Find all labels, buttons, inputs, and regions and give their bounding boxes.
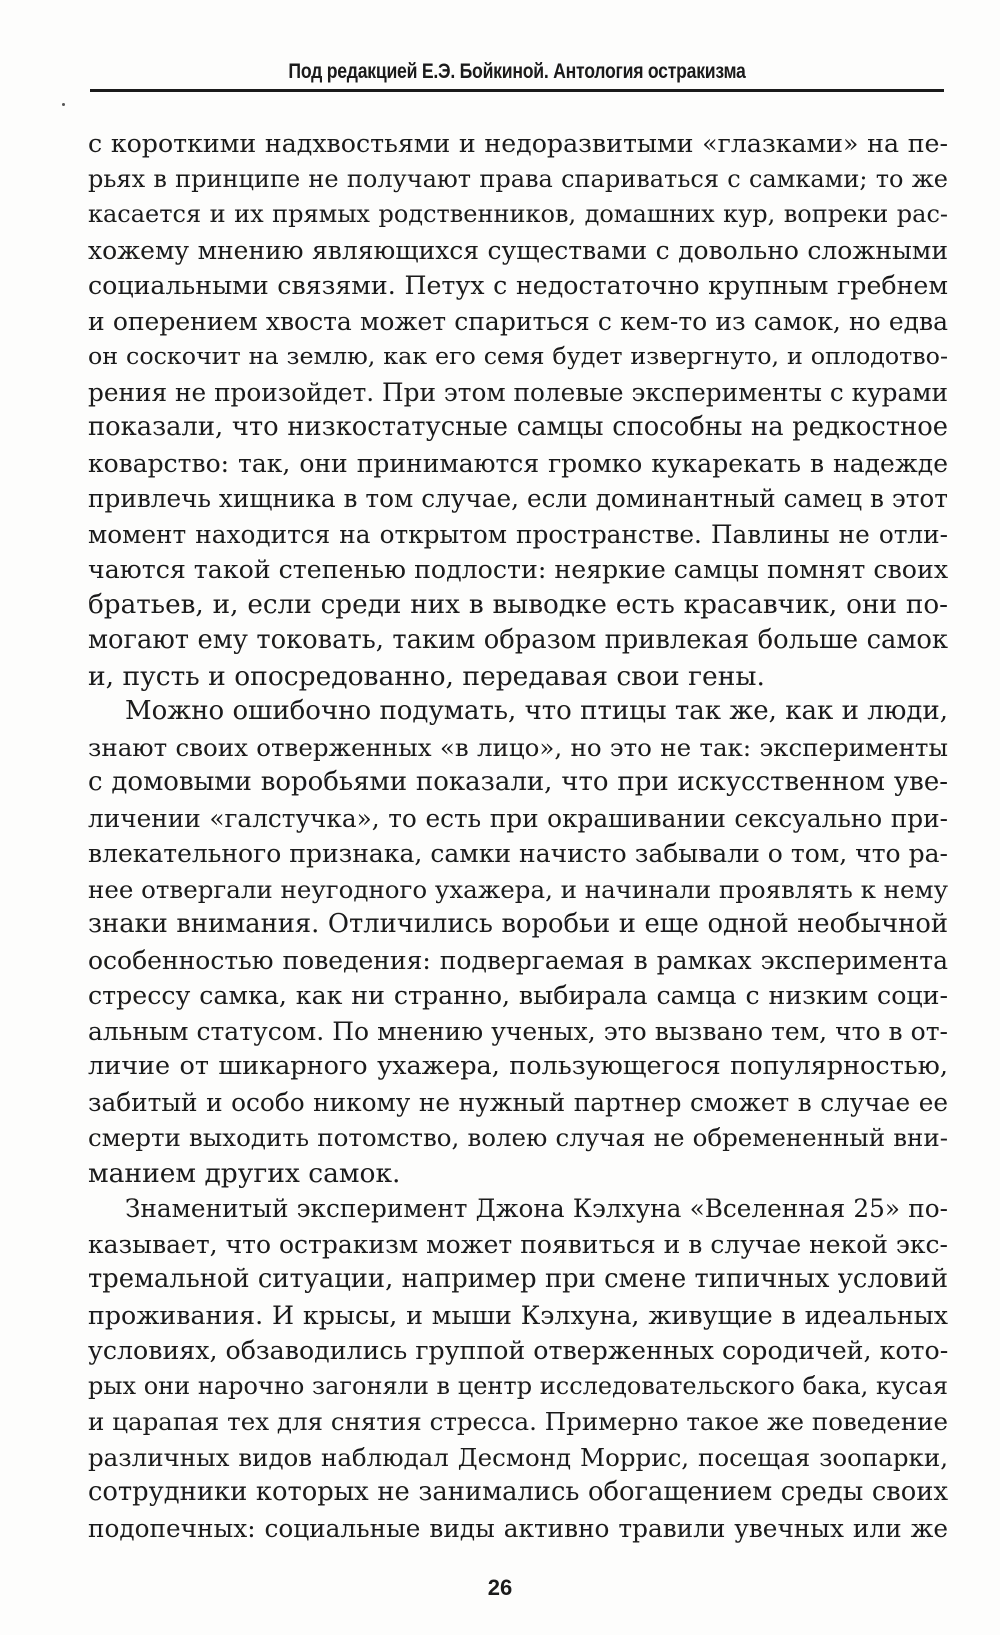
text-line: личении «галстучка», то есть при окрашивании сексуально при- (88, 803, 948, 833)
scan-speck (62, 103, 65, 106)
text-line: и царапая тех для снятия стресса. Примерно такое же поведение (88, 1407, 948, 1436)
paragraph (88, 126, 948, 694)
page-number: 26 (487, 1575, 513, 1600)
text-line: личие от шикарного ухажера, пользующегося популярностью, (88, 1051, 948, 1081)
text-line: проживания. И крысы, и мыши Кэлхуна, живущие в идеальных (88, 1300, 948, 1330)
text-line: условиях, обзаводились группой отверженных сородичей, кото- (88, 1336, 948, 1365)
text-line: забитый и особо никому не нужный партнер сможет в случае ее (88, 1087, 948, 1117)
text-line: сотрудники которых не занимались обогащением среды своих (88, 1477, 948, 1507)
text-line: привлечь хищника в том случае, если доминантный самец в этот (88, 484, 948, 513)
text-line: влекательного признака, самки начисто забывали о том, что ра- (88, 839, 948, 868)
text-line: Знаменитый эксперимент Джона Кэлхуна «Вселенная 25» по- (125, 1194, 948, 1223)
text-line: нее отвергали неугодного ухажера, и начинали проявлять к нему (88, 874, 948, 904)
text-line: различных видов наблюдал Десмонд Моррис, посещая зоопарки, (88, 1442, 948, 1472)
text-line: смерти выходить потомство, волею случая не обремененный вни- (88, 1123, 948, 1152)
text-line: Можно ошибочно подумать, что птицы так же, как и люди, (125, 696, 948, 726)
text-line: братьев, и, если среди них в выводке есть красавчик, они по- (88, 589, 948, 620)
text-line: могают ему токовать, таким образом привлекая больше самок (88, 625, 948, 655)
text-line: с домовыми воробьями показали, что при искусственном уве- (88, 767, 948, 797)
text-line: и оперением хвоста может спариться с кем-то из самок, но едва (88, 306, 948, 336)
header-rule (90, 89, 944, 92)
text-line: казывает, что остракизм может появиться и в случае некой экс- (88, 1229, 948, 1259)
text-line: показали, что низкостатусные самцы способны на редкостное (88, 412, 948, 442)
text-line: особенностью поведения: подвергаемая в рамках эксперимента (88, 945, 948, 975)
text-line: знаки внимания. Отличились воробьи и еще одной необычной (88, 909, 948, 939)
body-text (88, 126, 948, 1546)
paragraph (88, 694, 948, 1191)
text-line: момент находится на открытом пространстве. Павлины не отли- (88, 519, 948, 549)
running-head-title: Под редакцией Е.Э. Бойкиной. Антология остракизма (288, 60, 746, 83)
paragraph (88, 1191, 948, 1546)
text-line: альным статусом. По мнению ученых, это вызвано тем, что в от- (88, 1016, 948, 1046)
text-line: с короткими надхвостьями и недоразвитыми «глазками» на пе- (88, 129, 948, 158)
text-line: он соскочит на землю, как его семя будет извергнуто, и оплодотво- (88, 342, 948, 370)
text-line: подопечных: социальные виды активно травили увечных или же (88, 1513, 948, 1543)
text-line: хожему мнению являющихся существами с довольно сложными (88, 235, 948, 265)
text-line: и, пусть и опосредованно, передавая свои гены. (88, 660, 765, 692)
text-line: рьях в принципе не получают права спариваться с самками; то же (88, 164, 948, 193)
text-line: тремальной ситуации, например при смене типичных условий (88, 1264, 948, 1294)
text-line: касается и их прямых родственников, домашних кур, вопреки рас- (88, 200, 948, 228)
text-line: социальными связями. Петух с недостаточно крупным гребнем (88, 271, 948, 300)
text-line: стрессу самка, как ни странно, выбирала самца с низким соци- (88, 981, 948, 1010)
text-line: манием других самок. (88, 1157, 401, 1189)
text-line: знают своих отверженных «в лицо», но это не так: эксперименты (88, 732, 948, 762)
text-line: коварство: так, они принимаются громко кукарекать в надежде (88, 448, 948, 478)
text-line: рения не произойдет. При этом полевые эксперименты с курами (88, 377, 948, 407)
text-line: чаются такой степенью подлости: неяркие самцы помнят своих (88, 555, 948, 584)
text-line: рых они нарочно загоняли в центр исследовательского бака, кусая (88, 1371, 948, 1400)
